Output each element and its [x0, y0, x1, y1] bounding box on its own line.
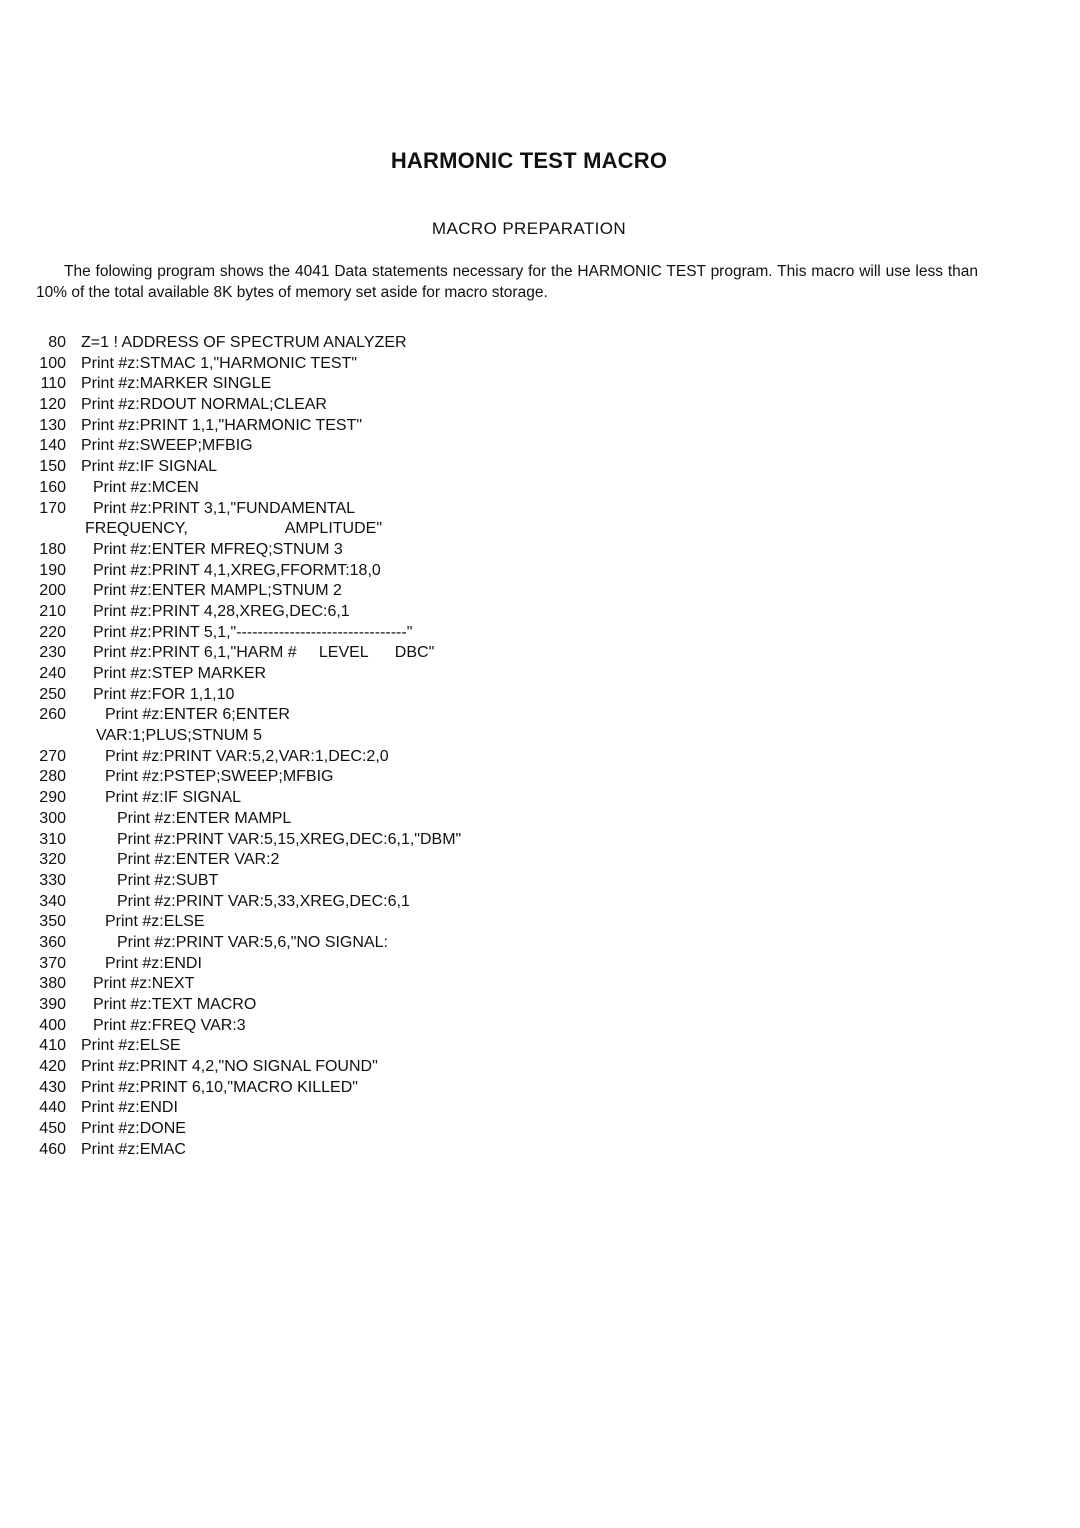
code-line [36, 561, 756, 582]
code-text: Print #z:MARKER SINGLE [81, 375, 272, 393]
code-line [36, 1057, 756, 1078]
intro-paragraph: The folowing program shows the 4041 Data statements necessary for the HARMONIC TEST program. This macro will use less than 10% of the total available 8K bytes of memory set aside for macro storage. [36, 263, 978, 301]
program-listing [36, 333, 756, 1161]
line-number: 260 [39, 706, 66, 724]
code-text: Print #z:PSTEP;SWEEP;MFBIG [105, 768, 334, 786]
line-number: 160 [39, 478, 66, 496]
line-number: 280 [39, 768, 66, 786]
code-text: Print #z:STMAC 1,"HARMONIC TEST" [81, 354, 357, 372]
code-line [36, 374, 756, 395]
code-line [36, 1140, 756, 1161]
line-number: 270 [39, 747, 66, 765]
code-text: Print #z:ENTER MAMPL [117, 809, 292, 827]
line-number: 450 [39, 1120, 66, 1138]
line-number: 230 [39, 644, 66, 662]
code-line [36, 395, 756, 416]
section-subtitle: MACRO PREPARATION [431, 219, 627, 238]
code-text: Print #z:EMAC [81, 1140, 186, 1158]
code-text: Print #z:PRINT VAR:5,15,XREG,DEC:6,1,"DBM" [117, 830, 462, 848]
line-number: 310 [39, 830, 66, 848]
line-number: 380 [39, 975, 66, 993]
code-text: Print #z:STEP MARKER [93, 665, 267, 682]
code-line [36, 892, 756, 913]
document-title: HARMONIC TEST MACRO [390, 148, 668, 173]
code-line [36, 1098, 756, 1119]
code-line [36, 602, 756, 623]
code-text: Print #z:MCEN [93, 478, 199, 496]
line-number: 180 [39, 540, 66, 558]
code-line [36, 499, 756, 520]
code-line [36, 747, 756, 768]
code-line [36, 767, 756, 788]
code-text: Print #z:PRINT 4,1,XREG,FFORMT:18,0 [93, 561, 381, 579]
code-line [36, 333, 756, 354]
line-number: 400 [39, 1016, 66, 1034]
code-text: Print #z:FOR 1,1,10 [93, 685, 235, 703]
line-number: 290 [39, 789, 66, 807]
code-text: Print #z:ELSE [81, 1037, 181, 1055]
code-line [36, 457, 756, 478]
code-text: Print #z:PRINT 1,1,"HARMONIC TEST" [81, 416, 363, 434]
code-line [36, 1036, 756, 1057]
code-text: Print #z:PRINT 4,28,XREG,DEC:6,1 [93, 602, 350, 620]
code-line [36, 809, 756, 830]
code-text: Print #z:PRINT 4,2,"NO SIGNAL FOUND" [81, 1058, 378, 1076]
code-text: Print #z:PRINT 6,10,"MACRO KILLED" [81, 1078, 358, 1096]
code-line [36, 1119, 756, 1140]
code-line [36, 995, 756, 1016]
line-number: 210 [39, 602, 66, 620]
code-line [36, 436, 756, 457]
code-line [36, 685, 756, 706]
line-number: 440 [39, 1099, 66, 1117]
line-number: 340 [39, 892, 66, 910]
code-text: Print #z:ELSE [105, 913, 205, 931]
code-line [36, 623, 756, 644]
code-text: Print #z:RDOUT NORMAL;CLEAR [81, 396, 327, 414]
line-number: 190 [39, 561, 66, 579]
code-line [36, 788, 756, 809]
code-line [36, 705, 756, 726]
code-line [36, 540, 756, 561]
code-text: Print #z:PRINT VAR:5,33,XREG,DEC:6,1 [117, 892, 410, 910]
line-number: 350 [39, 913, 66, 931]
code-line [36, 581, 756, 602]
code-text: Print #z:IF SIGNAL [81, 458, 218, 476]
code-text: Print #z:IF SIGNAL [105, 789, 242, 807]
code-line [36, 912, 756, 933]
line-number: 200 [39, 582, 66, 600]
code-text: Print #z:PRINT VAR:5,2,VAR:1,DEC:2,0 [105, 747, 389, 765]
line-number: 240 [39, 665, 66, 682]
code-text: Print #z:TEXT MACRO [93, 996, 257, 1013]
code-line [36, 416, 756, 437]
code-text: Print #z:PRINT 3,1,"FUNDAMENTAL [93, 499, 356, 517]
code-line [36, 1016, 756, 1037]
code-line [36, 871, 756, 892]
code-line [36, 726, 756, 747]
code-line [36, 1078, 756, 1099]
code-text: VAR:1;PLUS;STNUM 5 [96, 727, 262, 745]
line-number: 410 [39, 1037, 66, 1055]
code-text: Print #z:ENDI [105, 954, 202, 972]
code-line [36, 354, 756, 375]
line-number: 150 [39, 458, 66, 476]
line-number: 360 [39, 933, 66, 951]
code-text: Print #z:NEXT [93, 975, 195, 993]
code-line [36, 478, 756, 499]
code-line [36, 933, 756, 954]
line-number: 390 [39, 996, 66, 1013]
line-number: 430 [39, 1078, 66, 1096]
code-text: Z=1 ! ADDRESS OF SPECTRUM ANALYZER [81, 334, 407, 351]
code-text: Print #z:SWEEP;MFBIG [81, 437, 253, 455]
code-line [36, 974, 756, 995]
code-text: Print #z:ENTER 6;ENTER [105, 706, 290, 724]
code-text: Print #z:PRINT VAR:5,6,"NO SIGNAL: [117, 933, 388, 951]
line-number: 130 [39, 416, 66, 434]
line-number: 300 [39, 809, 66, 827]
line-number: 140 [39, 437, 66, 455]
code-text: Print #z:PRINT 5,1,"--------------------------------" [93, 623, 413, 641]
code-line [36, 954, 756, 975]
line-number: 330 [39, 871, 66, 889]
code-line [36, 830, 756, 851]
code-text: Print #z:FREQ VAR:3 [93, 1016, 246, 1034]
line-number: 320 [39, 851, 66, 869]
code-text: Print #z:ENDI [81, 1099, 178, 1117]
line-number: 420 [39, 1058, 66, 1076]
code-line [36, 850, 756, 871]
code-text: Print #z:SUBT [117, 871, 219, 889]
code-text: FREQUENCY, AMPLITUDE" [85, 520, 382, 538]
line-number: 460 [39, 1140, 66, 1158]
code-text: Print #z:ENTER VAR:2 [117, 851, 280, 869]
code-text: Print #z:PRINT 6,1,"HARM # LEVEL DBC" [93, 644, 435, 662]
code-text: Print #z:ENTER MFREQ;STNUM 3 [93, 540, 343, 558]
line-number: 250 [39, 685, 66, 703]
line-number: 220 [39, 623, 66, 641]
line-number: 100 [39, 354, 66, 372]
line-number: 370 [39, 954, 66, 972]
code-text: Print #z:ENTER MAMPL;STNUM 2 [93, 582, 342, 600]
line-number: 110 [40, 375, 66, 393]
line-number: 80 [48, 334, 66, 351]
code-line [36, 519, 756, 540]
line-number: 120 [39, 396, 66, 414]
code-text: Print #z:DONE [81, 1120, 186, 1138]
code-line [36, 643, 756, 664]
line-number: 170 [39, 499, 66, 517]
code-line [36, 664, 756, 685]
